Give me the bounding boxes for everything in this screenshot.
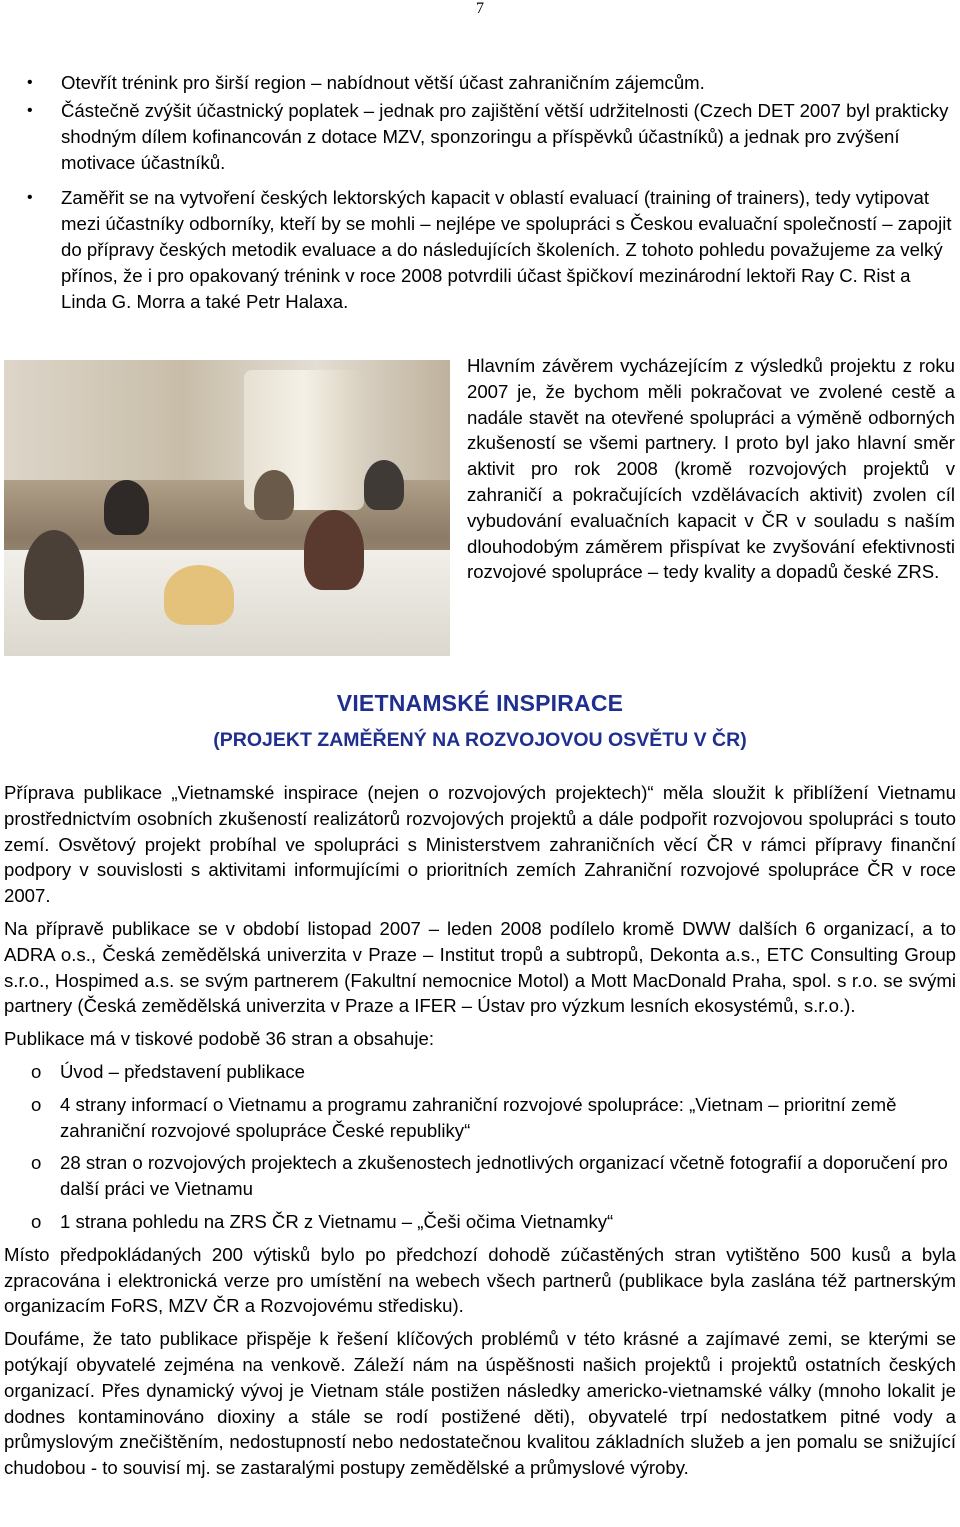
paragraph: Doufáme, že tato publikace přispěje k řešení klíčových problémů v této krásné a zajímavé zemi, se kterými se potýkají obyvatelé zejména na venkově. Záleží nám na úspěšnosti našich projektů i projektů ostatních českých organizací. Přes dynamický vývoj je Vietnam stále postižen následky americko-vietnamské války (mnoho lokalit je dodnes kontaminováno dioxiny a stále se rodí postižené děti), obyvatelé trpí nedostatkem pitné vody a průmyslovým znečištěním, nedostupností nebo nedostatečnou kvalitou základních služeb a jen pomalu se snižující chudobou - to souvisí mj. se zastaralými postupy zemědělské a průmyslové výroby. [4, 1328, 956, 1479]
photo-person [254, 470, 294, 520]
paragraph: Publikace má v tiskové podobě 36 stran a obsahuje: [4, 1028, 434, 1050]
section-body [4, 780, 956, 1488]
list-item: o 4 strany informací o Vietnamu a programu zahraniční rozvojové spolupráce: „Vietnam – prioritní země zahraniční rozvojové spolupráce České republiky“ [4, 1092, 956, 1144]
contents-list [4, 1059, 956, 1235]
paragraph: Na přípravě publikace se v období listopad 2007 – leden 2008 podílelo kromě DWW dalších 6 organizací, a to ADRA o.s., Česká zemědělská univerzita v Praze – Institut tropů a subtropů, Dekonta a.s., ETC Consulting Group s.r.o., Hospimed a.s. se svým partnerem (Fakultní nemocnice Motol) a Mott MacDonald Praha, spol. s r.o. se svými partnery (Česká zemědělská univerzita v Praze a IFER – Ústav pro výzkum lesních ekosystémů, s.r.o.). [4, 917, 956, 1017]
paragraph: Místo předpokládaných 200 výtisků bylo po předchozí dohodě zúčastěných stran vytištěno 500 kusů a byla zpracována i elektronická verze pro umístění na webech všech partnerů (publikace byla zaslána též partnerským organizacím FoRS, MZV ČR a Rozvojovému středisku). [4, 1243, 956, 1317]
list-item: o 1 strana pohledu na ZRS ČR z Vietnamu – „Češi očima Vietnamky“ [4, 1209, 956, 1235]
conclusion-paragraph: Hlavním závěrem vycházejícím z výsledků projektu z roku 2007 je, že bychom měli pokračovat ve zvolené cestě a nadále stavět na otevřené spolupráci a výměně odborných zkušeností se všemi partnery. I proto byl jako hlavní směr aktivit pro rok 2008 (kromě rozvojových projektů v zahraničí a pokračujících vzdělávacích aktivit) zvolen cíl vybudování evaluačních kapacit v ČR v souladu s naším dlouhodobým záměrem přispívat ke zvyšování efektivnosti rozvojové spolupráce – tedy kvality a dopadů české ZRS. [467, 355, 955, 583]
bullet-list [0, 70, 960, 324]
bullet-item: • Otevřít trénink pro širší region – nabídnout větší účast zahraničním zájemcům. [0, 70, 960, 96]
paragraph: Příprava publikace „Vietnamské inspirace (nejen o rozvojových projektech)“ měla sloužit k přiblížení Vietnamu prostřednictvím osobních zkušeností realizátorů rozvojových projektů a dále podpořit rozvojovou spolupráci s touto zemí. Osvětový projekt probíhal ve spolupráci s Ministerstvem zahraničních věcí ČR v rámci přípravy finanční podpory v souvislosti s aktivitami informujícími o prioritních zemích Zahraniční rozvojové spolupráce ČR v roce 2007. [4, 782, 956, 907]
bullet-item: • Zaměřit se na vytvoření českých lektorských kapacit v oblastí evaluací (training of trainers), tedy vytipovat mezi účastníky odborníky, kteří by se mohli – nejlépe ve spolupráci s Českou evaluační společností – zapojit do přípravy českých metodik evaluace a do následujících školeních. Z tohoto pohledu považujeme za velký přínos, že i pro opakovaný trénink v roce 2008 potvrdili účast špičkoví mezinárodní lektoři Ray C. Rist a Linda G. Morra a také Petr Halaxa. [0, 185, 960, 315]
workshop-photo [4, 360, 450, 656]
bullet-item: • Částečně zvýšit účastnický poplatek – jednak pro zajištění větší udržitelnosti (Czech DET 2007 byl prakticky shodným dílem kofinancován z dotace MZV, sponzoringu a příspěvků účastníků) a jednak pro zvýšení motivace účastníků. [0, 98, 960, 176]
photo-person [304, 510, 364, 590]
section-subheading: (PROJEKT ZAMĚŘENÝ NA ROZVOJOVOU OSVĚTU V ČR) [213, 729, 747, 751]
photo-person [364, 460, 404, 510]
photo-person [104, 480, 149, 535]
list-item: o 28 stran o rozvojových projektech a zkušenostech jednotlivých organizací včetně fotografií a doporučení pro další práci ve Vietnamu [4, 1150, 956, 1202]
page-number: 7 [476, 0, 484, 17]
photo-person [164, 565, 234, 625]
photo-person [24, 530, 84, 620]
list-item: o Úvod – představení publikace [4, 1059, 956, 1085]
section-heading: VIETNAMSKÉ INSPIRACE [336, 690, 624, 716]
